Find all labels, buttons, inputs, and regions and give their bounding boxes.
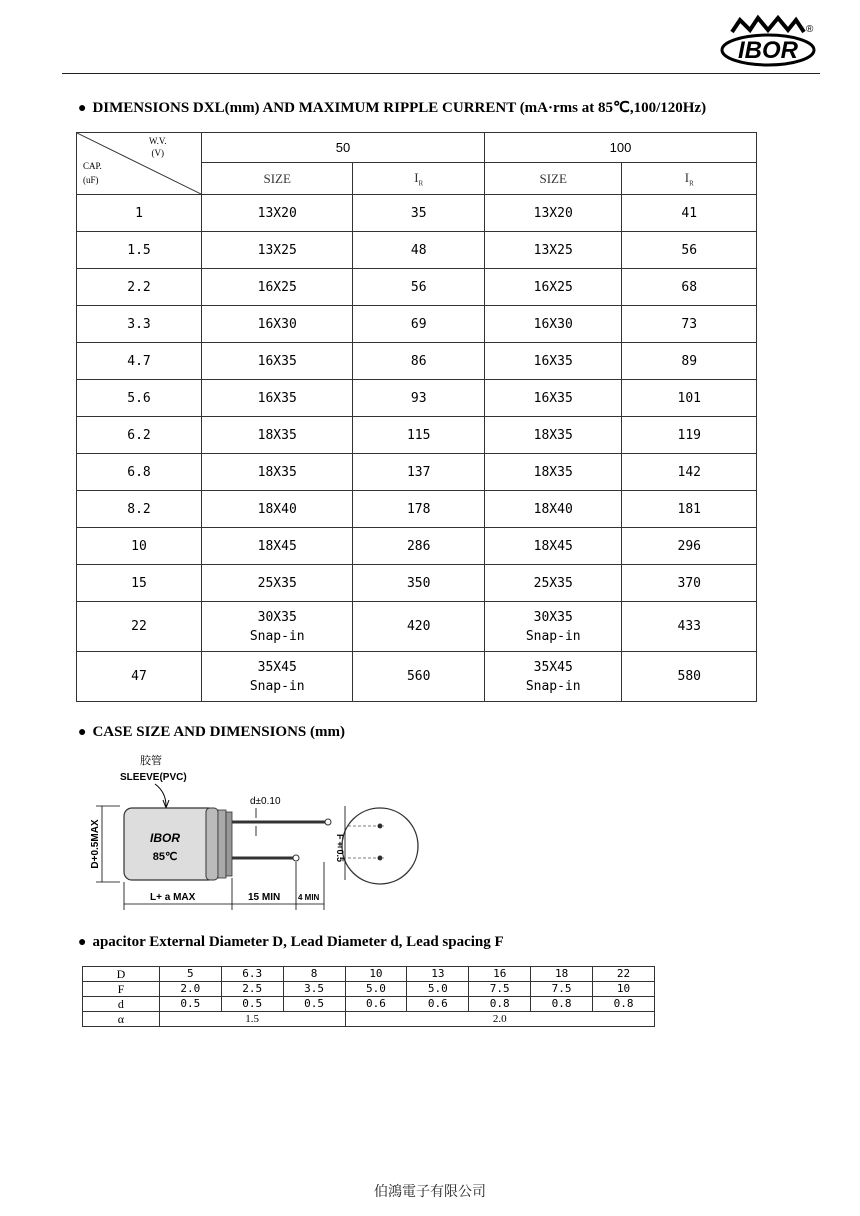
size-50-cell: 16X30 [202, 306, 353, 343]
ir-50-cell: 93 [353, 380, 484, 417]
row-label: α [83, 1012, 160, 1027]
case-dimension-diagram [80, 750, 420, 920]
table-cell: 0.5 [221, 997, 283, 1012]
size-100-cell: 35X45 Snap-in [484, 652, 622, 702]
table-cell: 0.5 [283, 997, 345, 1012]
table-cell: 0.8 [469, 997, 531, 1012]
ir-100-cell: 296 [622, 528, 757, 565]
table-cell: 2.0 [159, 982, 221, 997]
table-cell: 7.5 [531, 982, 593, 997]
ir-100-cell: 56 [622, 232, 757, 269]
table-row [77, 306, 757, 343]
body-logo: IBOR [150, 831, 180, 845]
ir-100-cell: 41 [622, 195, 757, 232]
table-row [77, 232, 757, 269]
alpha-cell: 2.0 [345, 1012, 655, 1027]
ir-50-cell: 115 [353, 417, 484, 454]
size-header-50: SIZE [202, 163, 353, 195]
ir-50-cell: 286 [353, 528, 484, 565]
size-50-cell: 25X35 [202, 565, 353, 602]
ir-100-cell: 370 [622, 565, 757, 602]
section2-title: CASE SIZE AND DIMENSIONS (mm) [92, 724, 346, 740]
cap-cell: 2.2 [77, 269, 202, 306]
size-100-cell: 16X30 [484, 306, 622, 343]
size-50-cell: 13X25 [202, 232, 353, 269]
size-50-cell: 18X40 [202, 491, 353, 528]
size-100-cell: 16X35 [484, 380, 622, 417]
size-50-cell: 30X35 Snap-in [202, 602, 353, 652]
row-label: D [83, 967, 160, 982]
corner-wv: W.V. [149, 136, 167, 146]
size-100-cell: 30X35 Snap-in [484, 602, 622, 652]
table-row [77, 195, 757, 232]
table-row [83, 1012, 655, 1027]
corner-cell [77, 133, 202, 195]
table-cell: 0.8 [531, 997, 593, 1012]
cap-cell: 10 [77, 528, 202, 565]
voltage-header-50: 50 [202, 133, 485, 163]
size-100-cell: 16X25 [484, 269, 622, 306]
cap-cell: 5.6 [77, 380, 202, 417]
ir-50-cell: 560 [353, 652, 484, 702]
table-cell: 7.5 [469, 982, 531, 997]
body-dia-label: D+0.5MAX [90, 819, 101, 869]
table-row [77, 491, 757, 528]
cap-cell: 22 [77, 602, 202, 652]
length-label: L+ a MAX [150, 892, 196, 903]
table-row [77, 380, 757, 417]
table-cell: 13 [407, 967, 469, 982]
table-cell: 0.6 [345, 997, 407, 1012]
size-100-cell: 13X20 [484, 195, 622, 232]
table-row [77, 652, 757, 702]
table-cell: 2.5 [221, 982, 283, 997]
row-label: F [83, 982, 160, 997]
table-row [77, 269, 757, 306]
ir-50-cell: 35 [353, 195, 484, 232]
size-50-cell: 18X45 [202, 528, 353, 565]
company-logo [718, 14, 816, 68]
cap-cell: 6.8 [77, 454, 202, 491]
cap-cell: 8.2 [77, 491, 202, 528]
table-row [77, 454, 757, 491]
size-100-cell: 13X25 [484, 232, 622, 269]
table-row [77, 528, 757, 565]
size-100-cell: 18X45 [484, 528, 622, 565]
table-cell: 10 [593, 982, 655, 997]
table-row [77, 417, 757, 454]
ir-50-cell: 56 [353, 269, 484, 306]
table-cell: 18 [531, 967, 593, 982]
table-cell: 0.8 [593, 997, 655, 1012]
cap-cell: 6.2 [77, 417, 202, 454]
ir-50-cell: 137 [353, 454, 484, 491]
header-rule [62, 73, 820, 74]
section1-heading: ● DIMENSIONS DXL(mm) AND MAXIMUM RIPPLE CURRENT (mA·rms at 85℃,100/120Hz) [78, 100, 707, 116]
size-50-cell: 16X25 [202, 269, 353, 306]
table-row [77, 565, 757, 602]
ir-header-100: $I_R$ [622, 163, 757, 195]
cap-cell: 3.3 [77, 306, 202, 343]
size-50-cell: 18X35 [202, 417, 353, 454]
size-100-cell: 16X35 [484, 343, 622, 380]
size-50-cell: 16X35 [202, 380, 353, 417]
ir-100-cell: 142 [622, 454, 757, 491]
size-50-cell: 18X35 [202, 454, 353, 491]
table-cell: 5.0 [407, 982, 469, 997]
alpha-cell: 1.5 [159, 1012, 345, 1027]
ir-50-cell: 86 [353, 343, 484, 380]
table-cell: 10 [345, 967, 407, 982]
table-cell: 16 [469, 967, 531, 982]
voltage-header-100: 100 [484, 133, 756, 163]
ir-100-cell: 68 [622, 269, 757, 306]
table-cell: 22 [593, 967, 655, 982]
ir-100-cell: 73 [622, 306, 757, 343]
lead-spacing-table [82, 966, 655, 1027]
ripple-table [76, 132, 757, 702]
table-cell: 6.3 [221, 967, 283, 982]
size-100-cell: 18X35 [484, 417, 622, 454]
table-cell: 0.5 [159, 997, 221, 1012]
ir-100-cell: 580 [622, 652, 757, 702]
cap-cell: 4.7 [77, 343, 202, 380]
section3-heading: ● apacitor External Diameter D, Lead Diameter d, Lead spacing F [78, 934, 504, 950]
row-label: d [83, 997, 160, 1012]
cap-cell: 1.5 [77, 232, 202, 269]
lead-dia-label: d±0.10 [250, 796, 281, 807]
logo-text: IBOR [738, 37, 798, 64]
size-50-cell: 16X35 [202, 343, 353, 380]
size-100-cell: 25X35 [484, 565, 622, 602]
table-row [83, 997, 655, 1012]
ir-100-cell: 181 [622, 491, 757, 528]
cap-cell: 1 [77, 195, 202, 232]
size-100-cell: 18X35 [484, 454, 622, 491]
sleeve-label: SLEEVE(PVC) [120, 772, 187, 783]
table-row [77, 343, 757, 380]
section1-title: DIMENSIONS DXL(mm) AND MAXIMUM RIPPLE CURRENT (mA·rms at 85℃,100/120Hz) [92, 100, 707, 116]
footer-company: 伯鴻電子有限公司 [374, 1184, 486, 1200]
ir-100-cell: 433 [622, 602, 757, 652]
ir-100-cell: 101 [622, 380, 757, 417]
body-temp: 85℃ [152, 851, 178, 863]
cap-cell: 47 [77, 652, 202, 702]
lead-min-label: 4 MIN [298, 893, 320, 902]
table-row [83, 982, 655, 997]
cap-cell: 15 [77, 565, 202, 602]
table-cell: 5.0 [345, 982, 407, 997]
section3-title: apacitor External Diameter D, Lead Diameter d, Lead spacing F [92, 934, 504, 950]
ir-header-50: $I_R$ [353, 163, 484, 195]
ir-50-cell: 420 [353, 602, 484, 652]
table-row [77, 602, 757, 652]
section2-heading: ● CASE SIZE AND DIMENSIONS (mm) [78, 724, 346, 740]
corner-v: (V) [151, 148, 164, 158]
ir-50-cell: 69 [353, 306, 484, 343]
size-header-100: SIZE [484, 163, 622, 195]
corner-uf: (uF) [83, 175, 99, 185]
ir-50-cell: 48 [353, 232, 484, 269]
ir-100-cell: 119 [622, 417, 757, 454]
size-50-cell: 13X20 [202, 195, 353, 232]
size-50-cell: 35X45 Snap-in [202, 652, 353, 702]
table-cell: 0.6 [407, 997, 469, 1012]
registered-mark: ® [806, 24, 814, 35]
sleeve-cn-label: 胶管 [140, 755, 162, 767]
size-100-cell: 18X40 [484, 491, 622, 528]
table-cell: 8 [283, 967, 345, 982]
ir-50-cell: 178 [353, 491, 484, 528]
ir-50-cell: 350 [353, 565, 484, 602]
table-cell: 5 [159, 967, 221, 982]
table-row [83, 967, 655, 982]
table-cell: 3.5 [283, 982, 345, 997]
corner-cap: CAP. [83, 161, 102, 171]
ir-100-cell: 89 [622, 343, 757, 380]
spacing-label: F±0.5 [335, 834, 345, 863]
lead-length-label: 15 MIN [248, 892, 281, 903]
